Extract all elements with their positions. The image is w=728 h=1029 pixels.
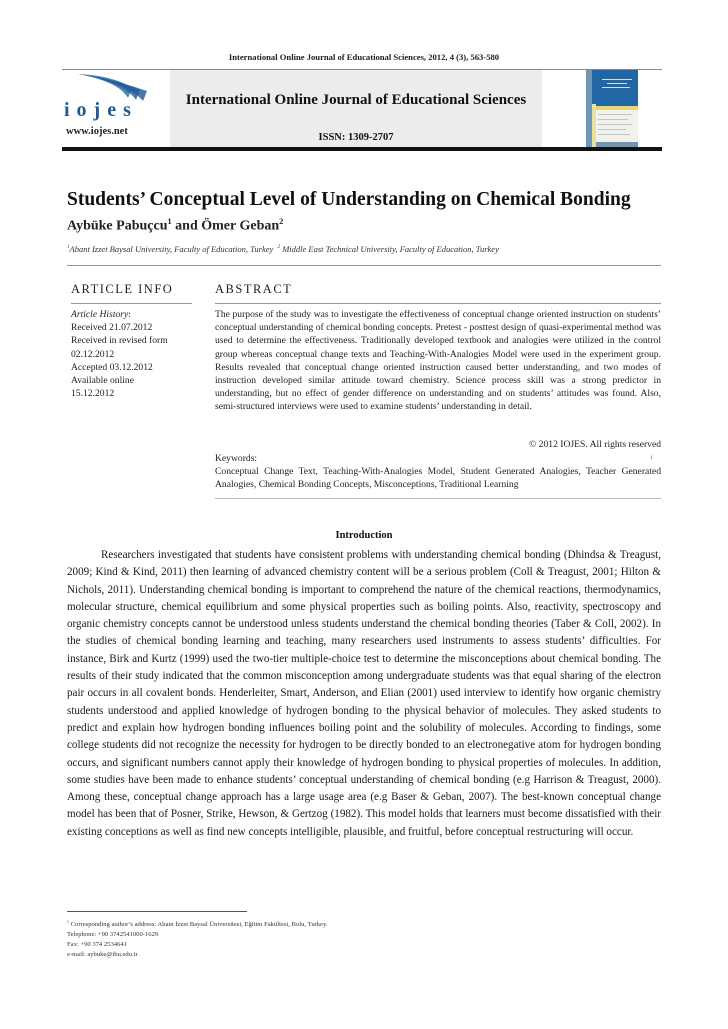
- section-heading-introduction: Introduction: [335, 530, 393, 541]
- abstract-heading: ABSTRACT: [215, 282, 293, 296]
- masthead-rule: [62, 147, 662, 151]
- author-mark: 1: [167, 217, 172, 226]
- abstract-text: The purpose of the study was to investigate the effectiveness of conceptual change oriented instruction on students’ conceptual understanding of chemical bonding concepts. Pretest - posttest design of quasi-experimental method was used to determine the effectiveness. Traditionally developed textbook and analogies were utilized in the control group whereas conceptual change texts and Teaching-With-Analogies Model were used in the experiment group. Results revealed that conceptual change oriented instruction caused better understanding, and two modes of instruction developed similar attitude toward chemistry. Science process skill was a strong predictor in understanding, but no effect of gender difference on understanding and on students’ attitudes was found. Also, semi-structured interviews were used to examine students’ understanding in detail.: [215, 309, 661, 413]
- footnotes: $^1$ Corresponding author’s address: Abant İzzet Baysal Üniversitesi, Eğitim Fakültesi, Bolu, Turkey. Telephone: +90 3742541000-1629 Fax: +90 374 2534641 e-mail: aybuke@ibu.edu.tr: [67, 917, 661, 959]
- history-label: Article History: [71, 309, 129, 320]
- footnote-email[interactable]: e-mail: aybuke@ibu.edu.tr: [67, 950, 138, 958]
- history-line: Received 21.07.2012: [71, 322, 153, 334]
- journal-logo: [62, 70, 170, 148]
- footnote-marker: 1: [650, 455, 653, 461]
- article-history: Article History: Received 21.07.2012 Received in revised form 02.12.2012 Accepted 03.12.2012 Available online 15.12.2012: [71, 308, 211, 400]
- divider: [215, 303, 661, 304]
- journal-website-link[interactable]: www.iojes.net: [66, 126, 128, 137]
- history-line: 02.12.2012: [71, 348, 115, 360]
- introduction-paragraph: Researchers investigated that students have consistent problems with understanding chemical bonding (Dhindsa & Treagust, 2009; Kind & Kind, 2011) then learning of advanced chemistry content will be a serious problem (Coll & Treagust, 2001; Hilton & Nichols, 2011). Understanding chemical bonding is important to comprehend the nature of the chemical reactions, thermodynamics, molecular structure, chemical equilibrium and some physical properties such as boiling points. Also, reactivity, spectroscopy and organic chemistry concepts cannot be understood unless students understand the chemical bonding theories (Taber & Coll, 2002). In the studies of chemical bonding learning and teaching, many researchers used instruments to assess students’ difficulties. For instance, Birk and Kurtz (1999) used the two-tier multiple-choice test to determine the misconceptions about chemical bonding. The results of their study indicated that the common misconception among undergraduate students was that equal sharing of the electron pair occurs in all covalent bonds. Henderleiter, Smart, Anderson, and Elian (2001) used interview to identify how organic chemistry students understood and applied knowledge of hydrogen bonding to the physical behavior of molecules. They asked students to predict and explain how hydrogen bonding influences boiling point and the solubility of molecules. According to findings, some college students did not recognize the necessity for hydrogen to be directly bonded to an electronegative atom for hydrogen bonding occurs, and significant numbers cannot apply their knowledge of hydrogen bonding to physical properties of molecules. In addition, some studies have been made to enhance students’ conceptual understanding of chemical bonding (e.g Harrison & Treagust, 2000). Among these, conceptual change approach has a large usage area (e.g Baser & Geban, 2007). The best-known conceptual change model has been that of Posner, Strike, Hewson, & Gertzog (1982). This model holds that learners must become dissatisfied with their existing conceptions as well as find new concepts intelligible, plausible, and fruitful, before conceptual restructuring will occur.: [67, 549, 661, 838]
- running-head: International Online Journal of Educational Sciences, 2012, 4 (3), 563-580: [228, 52, 500, 62]
- history-line: 15.12.2012: [71, 388, 115, 400]
- affiliation: Abant Izzet Baysal University, Faculty of Education, Turkey: [69, 244, 274, 254]
- divider: [215, 498, 661, 499]
- author-name: Aybüke Pabuçcu: [67, 218, 168, 234]
- author-line: [67, 217, 283, 235]
- keywords-label: Keywords:: [215, 453, 258, 464]
- cover-cell: [542, 70, 662, 148]
- affiliations: $^1$Abant Izzet Baysal University, Faculty of Education, Turkey $^2$ Middle East Technical University, Faculty of Education, Turkey: [67, 244, 499, 254]
- swoosh-logo-icon: [76, 72, 148, 102]
- logo-text: iojes: [64, 99, 138, 121]
- history-line: Received in revised form: [71, 335, 168, 347]
- copyright: © 2012 IOJES. All rights reserved: [529, 439, 661, 450]
- article-info-heading: ARTICLE INFO: [71, 282, 174, 296]
- journal-masthead: [62, 69, 662, 149]
- keywords: Conceptual Change Text, Teaching-With-Analogies Model, Student Generated Analogies, Teacher Generated Analogies, Chemical Bonding Concepts, Misconceptions, Traditional Learning: [215, 466, 661, 491]
- footnote-address: Corresponding author’s address: Abant İzzet Baysal Üniversitesi, Eğitim Fakültesi, Bolu, Turkey.: [70, 921, 328, 929]
- divider: [67, 265, 661, 266]
- issn: ISSN: 1309-2707: [318, 132, 394, 143]
- footnote-fax: Fax: +90 374 2534641: [67, 940, 127, 948]
- author-name: Ömer Geban: [201, 218, 280, 234]
- history-line: Available online: [71, 375, 134, 387]
- paper-title: Students’ Conceptual Level of Understanding on Chemical Bonding: [67, 189, 631, 210]
- history-line: Accepted 03.12.2012: [71, 361, 153, 373]
- footnote-telephone: Telephone: +90 3742541000-1629: [67, 930, 159, 938]
- affiliation: Middle East Technical University, Faculty of Education, Turkey: [282, 244, 499, 254]
- divider: [71, 303, 192, 304]
- author-mark: 2: [279, 217, 284, 226]
- journal-title: International Online Journal of Educational Sciences: [185, 92, 527, 108]
- masthead-center: [170, 70, 542, 148]
- footnote-divider: [67, 911, 247, 912]
- journal-cover-image: [586, 70, 638, 148]
- author-joiner: and: [171, 218, 202, 234]
